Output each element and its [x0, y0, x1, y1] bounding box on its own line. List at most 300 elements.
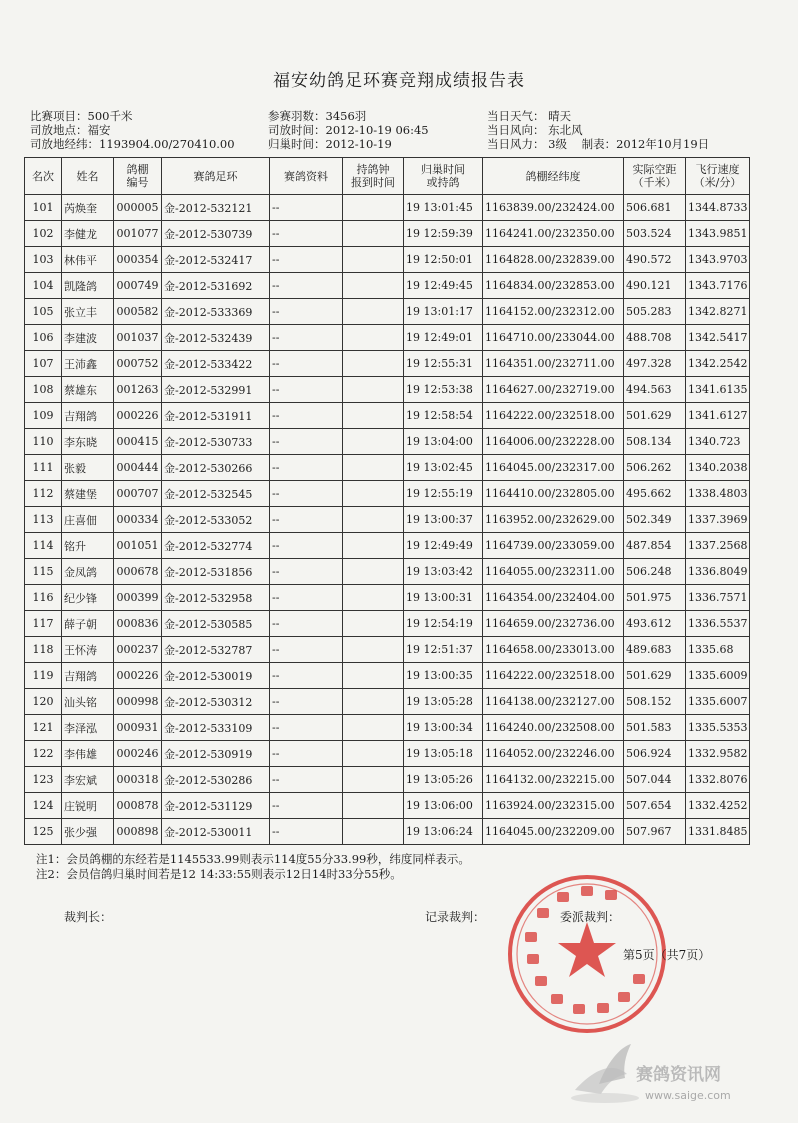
table-cell: 1336.8049: [686, 559, 750, 585]
table-cell: [343, 455, 404, 481]
table-cell: 张立丰: [62, 299, 114, 325]
table-cell: 蔡建堡: [62, 481, 114, 507]
table-cell: 19 13:05:26: [404, 767, 483, 793]
table-cell: 金-2012-532774: [162, 533, 270, 559]
table-cell: 金-2012-532545: [162, 481, 270, 507]
table-cell: 118: [25, 637, 62, 663]
table-cell: 1332.4252: [686, 793, 750, 819]
table-cell: 李泽泓: [62, 715, 114, 741]
table-cell: 000678: [114, 559, 162, 585]
table-cell: [343, 403, 404, 429]
table-row: [25, 273, 750, 299]
table-cell: 19 13:06:00: [404, 793, 483, 819]
table-cell: 金-2012-531692: [162, 273, 270, 299]
table-cell: 000226: [114, 403, 162, 429]
note-1: 注1：会员鸽棚的东经若是1145533.99则表示114度55分33.99秒，纬度同样表示。: [36, 852, 470, 866]
table-cell: [343, 793, 404, 819]
table-cell: 19 13:00:37: [404, 507, 483, 533]
table-cell: 506.681: [624, 195, 686, 221]
table-cell: 113: [25, 507, 62, 533]
table-row: [25, 403, 750, 429]
table-cell: 490.572: [624, 247, 686, 273]
table-cell: 19 12:53:38: [404, 377, 483, 403]
table-cell: [343, 533, 404, 559]
table-row: [25, 351, 750, 377]
meta-release-place: 司放地点：福安: [30, 123, 111, 137]
table-cell: 000237: [114, 637, 162, 663]
table-body: [25, 195, 750, 845]
table-cell: 张毅: [62, 455, 114, 481]
chief-judge-label: 裁判长：: [64, 910, 113, 924]
table-cell: 112: [25, 481, 62, 507]
table-cell: 1164627.00/232719.00: [483, 377, 624, 403]
table-cell: 110: [25, 429, 62, 455]
table-cell: 000878: [114, 793, 162, 819]
table-cell: 000334: [114, 507, 162, 533]
table-cell: --: [270, 507, 343, 533]
table-cell: 19 13:04:00: [404, 429, 483, 455]
table-cell: 1332.8076: [686, 767, 750, 793]
table-cell: [343, 481, 404, 507]
table-cell: [343, 377, 404, 403]
table-row: [25, 741, 750, 767]
table-cell: 1340.2038: [686, 455, 750, 481]
table-cell: 490.121: [624, 273, 686, 299]
page-title: 福安幼鸽足环赛竞翔成绩报告表: [273, 71, 525, 91]
table-cell: 1331.8485: [686, 819, 750, 845]
table-cell: 吉翔鸽: [62, 403, 114, 429]
table-cell: 503.524: [624, 221, 686, 247]
table-cell: 108: [25, 377, 62, 403]
table-cell: 金-2012-531911: [162, 403, 270, 429]
note-2: 注2：会员信鸽归巢时间若是12 14:33:55则表示12日14时33分55秒。: [36, 867, 402, 881]
table-header-row: [25, 158, 750, 195]
table-cell: 金-2012-531856: [162, 559, 270, 585]
table-cell: 001077: [114, 221, 162, 247]
meta-wind-force: 当日风力： 3级 制表：2012年10月19日: [487, 137, 710, 151]
table-cell: --: [270, 377, 343, 403]
table-cell: [343, 325, 404, 351]
table-cell: 505.283: [624, 299, 686, 325]
table-cell: 1164410.00/232805.00: [483, 481, 624, 507]
meta-col-2: [268, 109, 429, 151]
meta-col-3: [487, 109, 709, 151]
table-cell: 金-2012-532958: [162, 585, 270, 611]
table-header-cell: 鸽棚 编号: [114, 158, 162, 195]
table-cell: 101: [25, 195, 62, 221]
table-header-cell: 归巢时间 或持鸽: [404, 158, 483, 195]
table-cell: 1342.2542: [686, 351, 750, 377]
table-cell: 19 13:05:18: [404, 741, 483, 767]
table-row: [25, 247, 750, 273]
table-cell: 1164658.00/233013.00: [483, 637, 624, 663]
table-cell: 1342.8271: [686, 299, 750, 325]
table-cell: 1335.6009: [686, 663, 750, 689]
table-cell: 19 13:06:24: [404, 819, 483, 845]
table-row: [25, 325, 750, 351]
table-cell: 凯隆鸽: [62, 273, 114, 299]
table-cell: 19 13:05:28: [404, 689, 483, 715]
table-cell: 487.854: [624, 533, 686, 559]
table-cell: 501.629: [624, 403, 686, 429]
table-cell: 汕头铭: [62, 689, 114, 715]
table-cell: 1343.9703: [686, 247, 750, 273]
meta-col-1: [30, 109, 235, 151]
table-cell: 19 12:49:01: [404, 325, 483, 351]
table-cell: 000246: [114, 741, 162, 767]
table-cell: 19 13:01:17: [404, 299, 483, 325]
table-cell: 金-2012-533369: [162, 299, 270, 325]
results-table: [24, 157, 750, 845]
table-cell: 1335.5353: [686, 715, 750, 741]
table-cell: --: [270, 325, 343, 351]
table-row: [25, 715, 750, 741]
table-cell: [343, 715, 404, 741]
meta-release-coords: 司放地经纬：1193904.00/270410.00: [30, 137, 235, 151]
table-cell: 103: [25, 247, 62, 273]
table-header-cell: 持鸽钟 报到时间: [343, 158, 404, 195]
table-cell: --: [270, 247, 343, 273]
table-cell: 1164222.00/232518.00: [483, 403, 624, 429]
table-cell: 1164222.00/232518.00: [483, 663, 624, 689]
table-cell: 507.654: [624, 793, 686, 819]
table-cell: 金-2012-531129: [162, 793, 270, 819]
table-cell: 19 12:51:37: [404, 637, 483, 663]
table-cell: 1164710.00/233044.00: [483, 325, 624, 351]
table-cell: 000931: [114, 715, 162, 741]
table-cell: 1341.6127: [686, 403, 750, 429]
table-cell: 495.662: [624, 481, 686, 507]
table-row: [25, 377, 750, 403]
table-cell: 1164152.00/232312.00: [483, 299, 624, 325]
table-cell: 19 13:03:42: [404, 559, 483, 585]
table-cell: 李建波: [62, 325, 114, 351]
table-cell: 19 12:59:39: [404, 221, 483, 247]
table-cell: 489.683: [624, 637, 686, 663]
table-cell: 张少强: [62, 819, 114, 845]
table-cell: 蔡雄东: [62, 377, 114, 403]
meta-release-time: 司放时间：2012-10-19 06:45: [268, 123, 429, 137]
table-cell: --: [270, 663, 343, 689]
table-cell: 1164045.00/232317.00: [483, 455, 624, 481]
table-cell: 19 12:54:19: [404, 611, 483, 637]
table-cell: 金-2012-530011: [162, 819, 270, 845]
table-row: [25, 689, 750, 715]
table-cell: [343, 351, 404, 377]
table-cell: 1164240.00/232508.00: [483, 715, 624, 741]
table-cell: 金-2012-532417: [162, 247, 270, 273]
table-cell: 115: [25, 559, 62, 585]
table-cell: 000898: [114, 819, 162, 845]
table-cell: 金-2012-533109: [162, 715, 270, 741]
table-cell: --: [270, 455, 343, 481]
table-cell: 119: [25, 663, 62, 689]
table-cell: 122: [25, 741, 62, 767]
table-cell: [343, 247, 404, 273]
table-cell: 19 12:50:01: [404, 247, 483, 273]
table-cell: 1338.4803: [686, 481, 750, 507]
table-cell: 105: [25, 299, 62, 325]
table-cell: [343, 221, 404, 247]
table-cell: 金-2012-532439: [162, 325, 270, 351]
recorder-judge-label: 记录裁判：: [425, 910, 486, 924]
table-cell: 1340.723: [686, 429, 750, 455]
table-cell: 1163924.00/232315.00: [483, 793, 624, 819]
table-row: [25, 481, 750, 507]
table-cell: 金-2012-530919: [162, 741, 270, 767]
table-cell: 000998: [114, 689, 162, 715]
table-cell: 金-2012-532991: [162, 377, 270, 403]
table-cell: 李伟雄: [62, 741, 114, 767]
table-cell: 506.924: [624, 741, 686, 767]
meta-return-date: 归巢时间：2012-10-19: [268, 137, 392, 151]
table-cell: 124: [25, 793, 62, 819]
table-cell: 吉翔鸽: [62, 663, 114, 689]
table-cell: 1332.9582: [686, 741, 750, 767]
table-cell: 林伟平: [62, 247, 114, 273]
table-cell: 金-2012-530019: [162, 663, 270, 689]
table-cell: 106: [25, 325, 62, 351]
table-cell: 116: [25, 585, 62, 611]
table-cell: 1164132.00/232215.00: [483, 767, 624, 793]
table-cell: 1164659.00/232736.00: [483, 611, 624, 637]
table-cell: 123: [25, 767, 62, 793]
table-cell: 107: [25, 351, 62, 377]
meta-made-date: 制表：2012年10月19日: [581, 137, 710, 151]
table-cell: 1164055.00/232311.00: [483, 559, 624, 585]
table-cell: 507.967: [624, 819, 686, 845]
table-cell: 纪少锋: [62, 585, 114, 611]
table-cell: [343, 273, 404, 299]
table-cell: 1164241.00/232350.00: [483, 221, 624, 247]
table-cell: 000399: [114, 585, 162, 611]
table-cell: 109: [25, 403, 62, 429]
table-header-cell: 姓名: [62, 158, 114, 195]
table-cell: --: [270, 741, 343, 767]
table-cell: 庄锐明: [62, 793, 114, 819]
table-cell: 19 13:00:31: [404, 585, 483, 611]
table-cell: 李宏斌: [62, 767, 114, 793]
table-cell: [343, 819, 404, 845]
notes: [36, 852, 470, 882]
table-cell: 1337.3969: [686, 507, 750, 533]
table-cell: [343, 689, 404, 715]
table-cell: --: [270, 715, 343, 741]
table-cell: --: [270, 585, 343, 611]
table-cell: 125: [25, 819, 62, 845]
table-cell: 102: [25, 221, 62, 247]
table-cell: 19 12:55:31: [404, 351, 483, 377]
table-cell: 000444: [114, 455, 162, 481]
table-cell: 王沛鑫: [62, 351, 114, 377]
table-cell: --: [270, 481, 343, 507]
meta-race-item: 比赛项目：500千米: [30, 109, 133, 123]
table-cell: 506.248: [624, 559, 686, 585]
table-cell: 000318: [114, 767, 162, 793]
table-cell: 1163839.00/232424.00: [483, 195, 624, 221]
meta-wind-direction: 当日风向： 东北风: [487, 123, 583, 137]
table-cell: 497.328: [624, 351, 686, 377]
table-cell: 000005: [114, 195, 162, 221]
table-cell: --: [270, 429, 343, 455]
table-cell: 000415: [114, 429, 162, 455]
table-cell: --: [270, 533, 343, 559]
table-header-cell: 赛鸽资料: [270, 158, 343, 195]
meta-entries: 参赛羽数：3456羽: [268, 109, 367, 123]
table-cell: 000354: [114, 247, 162, 273]
table-row: [25, 429, 750, 455]
page-number: 第5页（共7页）: [623, 948, 711, 962]
table-cell: 114: [25, 533, 62, 559]
table-cell: 1343.7176: [686, 273, 750, 299]
meta-weather: 当日天气： 晴天: [487, 109, 572, 123]
table-cell: 494.563: [624, 377, 686, 403]
table-cell: 001051: [114, 533, 162, 559]
table-cell: 000836: [114, 611, 162, 637]
table-cell: --: [270, 299, 343, 325]
table-cell: [343, 195, 404, 221]
table-cell: 000752: [114, 351, 162, 377]
table-row: [25, 455, 750, 481]
table-cell: [343, 507, 404, 533]
table-cell: 1337.2568: [686, 533, 750, 559]
table-cell: 铭升: [62, 533, 114, 559]
table-cell: 502.349: [624, 507, 686, 533]
table-cell: 李健龙: [62, 221, 114, 247]
table-header-cell: 赛鸽足环: [162, 158, 270, 195]
table-cell: 19 12:58:54: [404, 403, 483, 429]
table-cell: 1164045.00/232209.00: [483, 819, 624, 845]
table-cell: 金-2012-530585: [162, 611, 270, 637]
table-cell: [343, 299, 404, 325]
table-cell: 1336.5537: [686, 611, 750, 637]
table-cell: 501.583: [624, 715, 686, 741]
table-cell: 001263: [114, 377, 162, 403]
table-cell: 19 12:49:49: [404, 533, 483, 559]
table-cell: 王怀涛: [62, 637, 114, 663]
table-cell: 金-2012-530739: [162, 221, 270, 247]
table-cell: 000707: [114, 481, 162, 507]
table-cell: 1344.8733: [686, 195, 750, 221]
table-row: [25, 533, 750, 559]
table-cell: 104: [25, 273, 62, 299]
table-cell: 1164834.00/232853.00: [483, 273, 624, 299]
table-row: [25, 195, 750, 221]
table-cell: 508.152: [624, 689, 686, 715]
table-row: [25, 793, 750, 819]
table-cell: 19 12:55:19: [404, 481, 483, 507]
table-cell: 1343.9851: [686, 221, 750, 247]
table-row: [25, 767, 750, 793]
table-cell: 薛子朝: [62, 611, 114, 637]
table-cell: 1341.6135: [686, 377, 750, 403]
table-cell: 金-2012-532787: [162, 637, 270, 663]
table-cell: 1163952.00/232629.00: [483, 507, 624, 533]
table-cell: [343, 559, 404, 585]
table-cell: 芮焕奎: [62, 195, 114, 221]
table-cell: 金-2012-530286: [162, 767, 270, 793]
table-cell: 19 13:01:45: [404, 195, 483, 221]
table-cell: 李东晓: [62, 429, 114, 455]
watermark-text: 赛鸽资讯网: [636, 1065, 721, 1085]
table-cell: 庄喜佃: [62, 507, 114, 533]
table-cell: --: [270, 403, 343, 429]
table-cell: 1164828.00/232839.00: [483, 247, 624, 273]
table-cell: [343, 637, 404, 663]
table-header-cell: 飞行速度 （米/分）: [686, 158, 750, 195]
table-cell: 493.612: [624, 611, 686, 637]
table-cell: 001037: [114, 325, 162, 351]
table-cell: 1164138.00/232127.00: [483, 689, 624, 715]
table-cell: [343, 663, 404, 689]
table-cell: 金-2012-532121: [162, 195, 270, 221]
table-cell: 19 13:02:45: [404, 455, 483, 481]
table-cell: 金凤鸽: [62, 559, 114, 585]
table-row: [25, 221, 750, 247]
table-cell: --: [270, 195, 343, 221]
table-cell: 1164354.00/232404.00: [483, 585, 624, 611]
table-header-cell: 鸽棚经纬度: [483, 158, 624, 195]
table-row: [25, 819, 750, 845]
table-cell: --: [270, 351, 343, 377]
table-cell: 000582: [114, 299, 162, 325]
table-cell: [343, 767, 404, 793]
table-row: [25, 507, 750, 533]
table-cell: --: [270, 559, 343, 585]
table-cell: 120: [25, 689, 62, 715]
table-cell: 1335.6007: [686, 689, 750, 715]
table-cell: [343, 429, 404, 455]
table-cell: --: [270, 767, 343, 793]
table-cell: 488.708: [624, 325, 686, 351]
table-row: [25, 611, 750, 637]
table-cell: 506.262: [624, 455, 686, 481]
table-cell: 000749: [114, 273, 162, 299]
table-cell: 000226: [114, 663, 162, 689]
table-cell: --: [270, 637, 343, 663]
table-cell: 508.134: [624, 429, 686, 455]
table-cell: [343, 611, 404, 637]
table-cell: 1335.68: [686, 637, 750, 663]
table-cell: 19 13:00:34: [404, 715, 483, 741]
table-cell: --: [270, 793, 343, 819]
delegate-judge-label: 委派裁判：: [560, 910, 621, 924]
table-cell: 111: [25, 455, 62, 481]
table-cell: 1164006.00/232228.00: [483, 429, 624, 455]
table-cell: 金-2012-533422: [162, 351, 270, 377]
table-cell: 507.044: [624, 767, 686, 793]
table-cell: [343, 741, 404, 767]
table-row: [25, 637, 750, 663]
table-cell: 19 12:49:45: [404, 273, 483, 299]
table-cell: 金-2012-530733: [162, 429, 270, 455]
table-row: [25, 663, 750, 689]
table-cell: 1342.5417: [686, 325, 750, 351]
table-cell: [343, 585, 404, 611]
table-cell: 金-2012-530312: [162, 689, 270, 715]
table-cell: 501.975: [624, 585, 686, 611]
table-cell: 117: [25, 611, 62, 637]
table-cell: 金-2012-533052: [162, 507, 270, 533]
table-cell: --: [270, 689, 343, 715]
table-cell: --: [270, 611, 343, 637]
table-row: [25, 559, 750, 585]
table-cell: 121: [25, 715, 62, 741]
table-cell: 1336.7571: [686, 585, 750, 611]
table-cell: 19 13:00:35: [404, 663, 483, 689]
table-cell: --: [270, 221, 343, 247]
table-cell: --: [270, 819, 343, 845]
